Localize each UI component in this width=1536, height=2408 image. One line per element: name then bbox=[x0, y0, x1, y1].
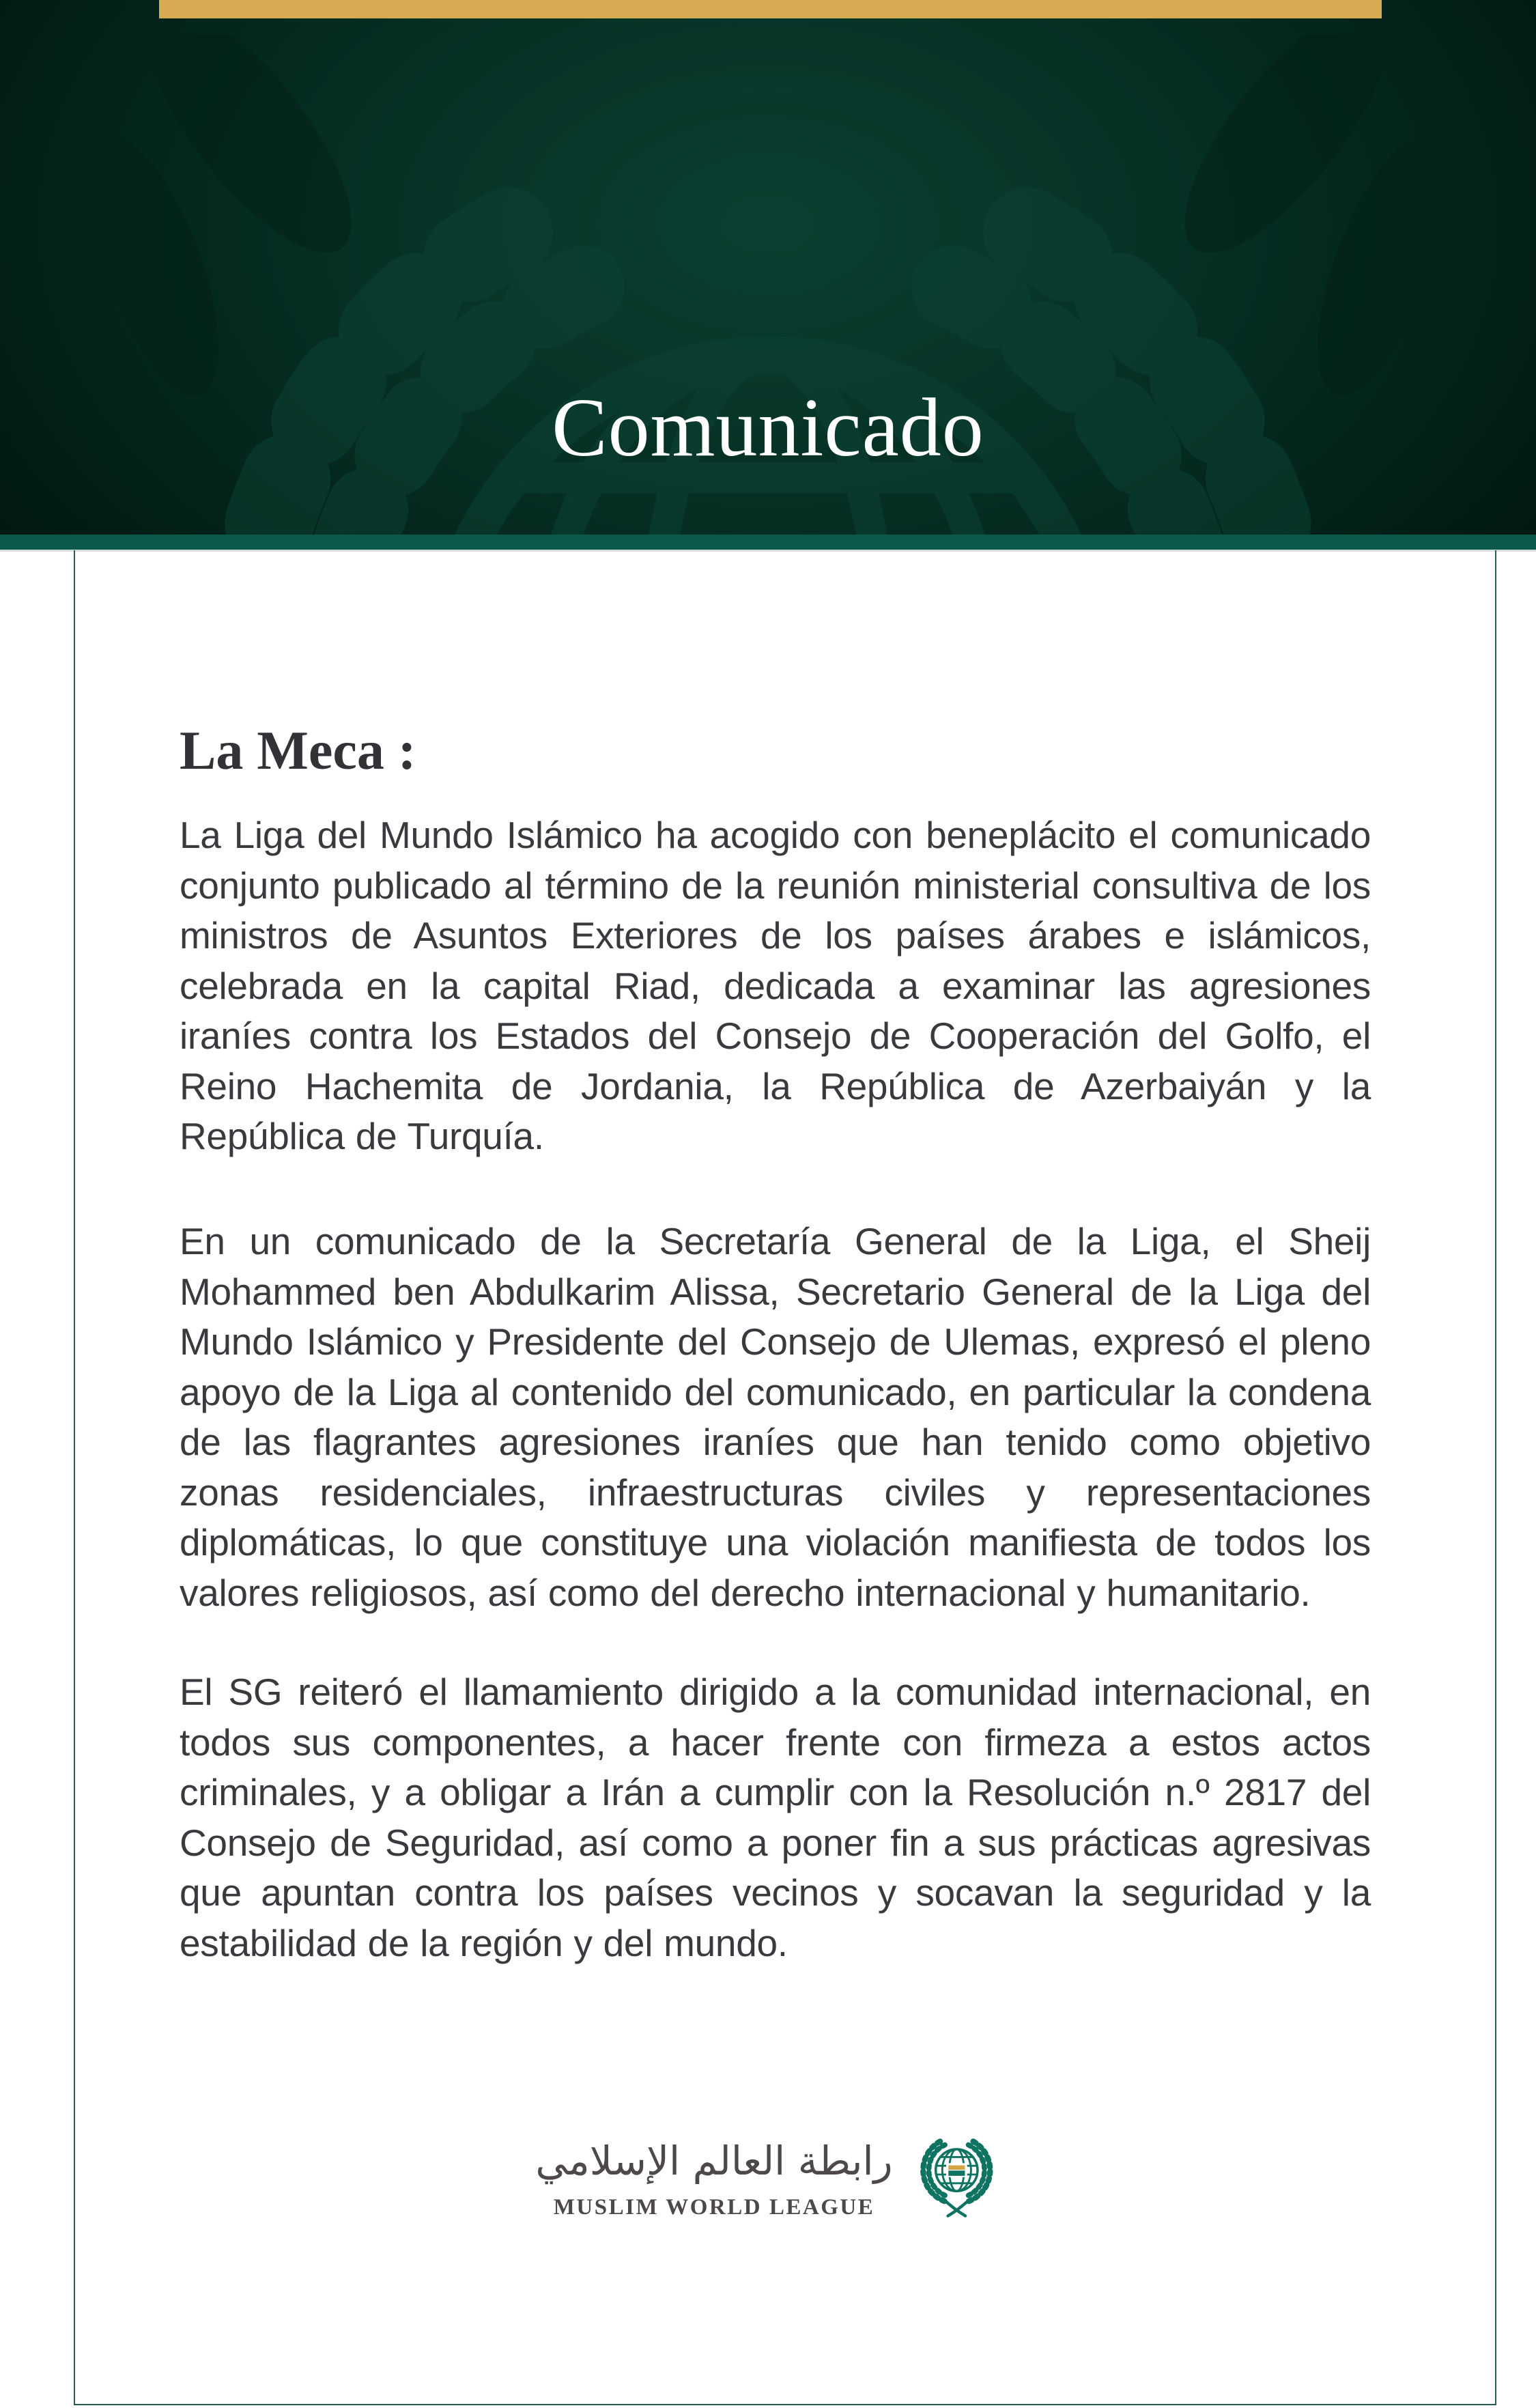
paragraph-1: La Liga del Mundo Islámico ha acogido con beneplácito el comunicado conjunto publicado al término de la reunión ministerial consultiva de los ministros de Asuntos Exteriores de los países árabes e islámicos, celebrada en la capital Riad, dedicada a examinar las agresiones iraníes contra los Estados del Consejo de Cooperación del Golfo, el Reino Hachemita de Jordania, la República de Azerbaiyán y la República de Turquía. bbox=[180, 814, 1371, 1157]
teal-divider-band bbox=[0, 535, 1536, 552]
page-title: Comunicado bbox=[552, 382, 984, 474]
right-border-rule bbox=[1495, 550, 1496, 2404]
header-banner bbox=[0, 0, 1536, 535]
dateline-heading: La Meca : bbox=[180, 721, 416, 781]
bottom-border-rule bbox=[74, 2404, 1496, 2405]
gold-accent-bar bbox=[159, 0, 1382, 18]
mwl-logo-text-block bbox=[535, 2129, 892, 2220]
mwl-org-name: MUSLIM WORLD LEAGUE bbox=[553, 2194, 875, 2220]
left-border-rule bbox=[74, 550, 75, 2404]
mwl-arabic-calligraphy: رابطة العالم الإسلامي bbox=[535, 2137, 893, 2184]
paragraph-3: El SG reiteró el llamamiento dirigido a la comunidad internacional, en todos sus componentes, a hacer frente con firmeza a estos actos criminales, y a obligar a Irán a cumplir con la Resolución n.º 2817 del Consejo de Seguridad, así como a poner fin a sus prácticas agresivas que apuntan contra los países vecinos y socavan la seguridad y la estabilidad de la región y del mundo. bbox=[180, 1671, 1371, 1964]
mwl-logo bbox=[535, 2129, 1000, 2220]
mwl-globe-wreath-emblem-icon bbox=[913, 2129, 1001, 2220]
paragraph-2: En un comunicado de la Secretaría General de la Liga, el Sheij Mohammed ben Abdulkarim Alissa, Secretario General de la Liga del Mundo Islámico y Presidente del Consejo de Ulemas, expresó el pleno apoyo de la Liga al contenido del comunicado, en particular la condena de las flagrantes agresiones iraníes que han tenido como objetivo zonas residenciales, infraestructuras civiles y representaciones diplomáticas, lo que constituye una violación manifiesta de todos los valores religiosos, así como del derecho internacional y humanitario. bbox=[180, 1220, 1371, 1614]
